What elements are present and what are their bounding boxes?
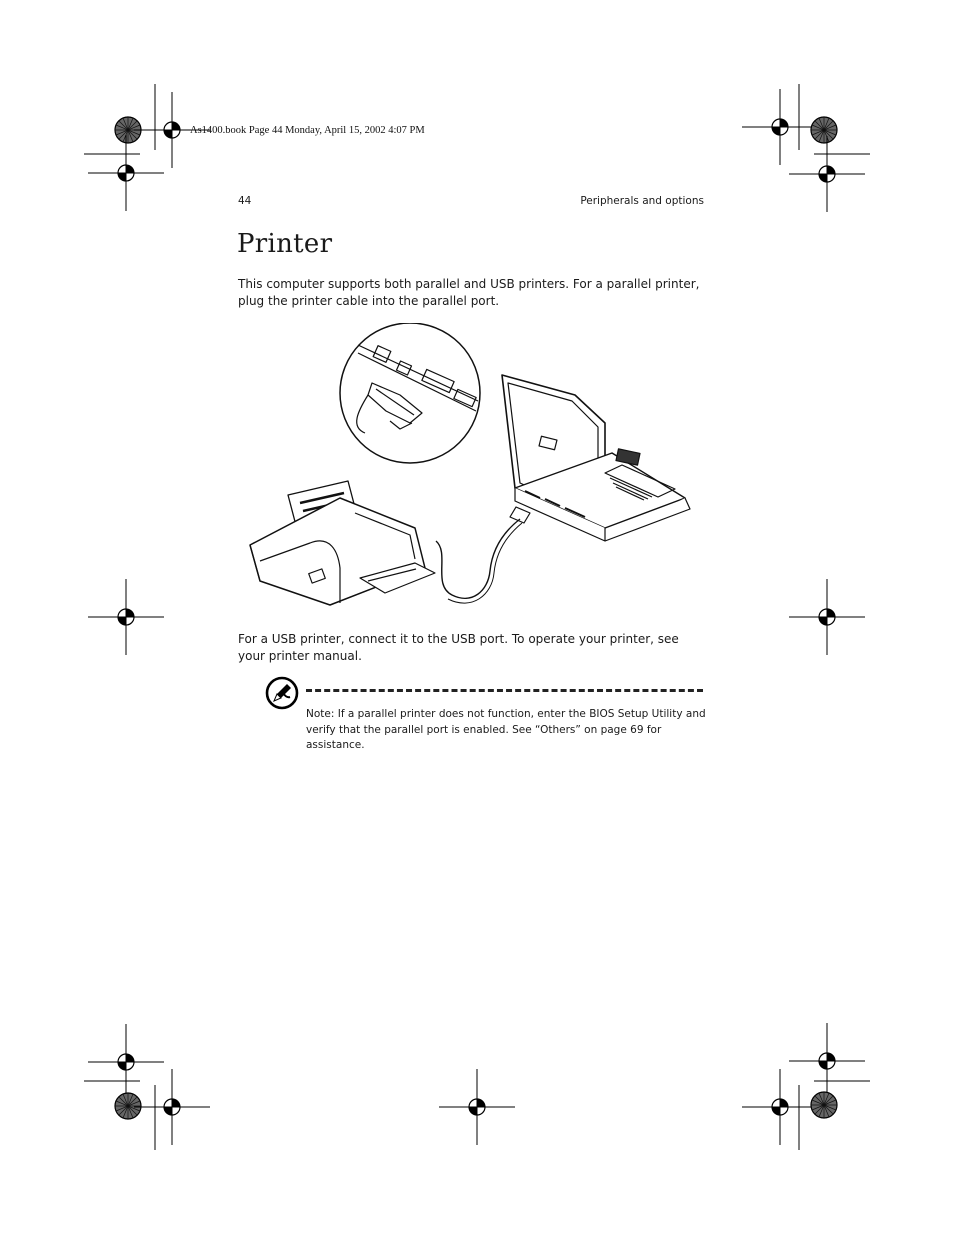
note-divider [306, 689, 703, 692]
port-closeup-inset [340, 323, 480, 463]
page-title: Printer [237, 229, 333, 259]
printer-connection-illustration [240, 323, 710, 613]
note-text: Note: If a parallel printer does not function, enter the BIOS Setup Utility and verify that the parallel port is enabled. See “Others” on page 69 for assistance. [306, 708, 706, 751]
usb-paragraph: For a USB printer, connect it to the USB port. To operate your printer, see your printer manual. [238, 632, 679, 663]
printer-cable [436, 507, 530, 603]
notebook-computer [502, 375, 690, 541]
page-number: 44 [238, 195, 252, 207]
intro-paragraph: This computer supports both parallel and USB printers. For a parallel printer, plug the printer cable into the parallel port. [238, 277, 700, 308]
printer [250, 481, 435, 605]
running-header-section: Peripherals and options [580, 195, 704, 207]
note-pen-icon [265, 676, 299, 710]
print-slug: As1400.book Page 44 Monday, April 15, 2002 4:07 PM [190, 125, 425, 136]
